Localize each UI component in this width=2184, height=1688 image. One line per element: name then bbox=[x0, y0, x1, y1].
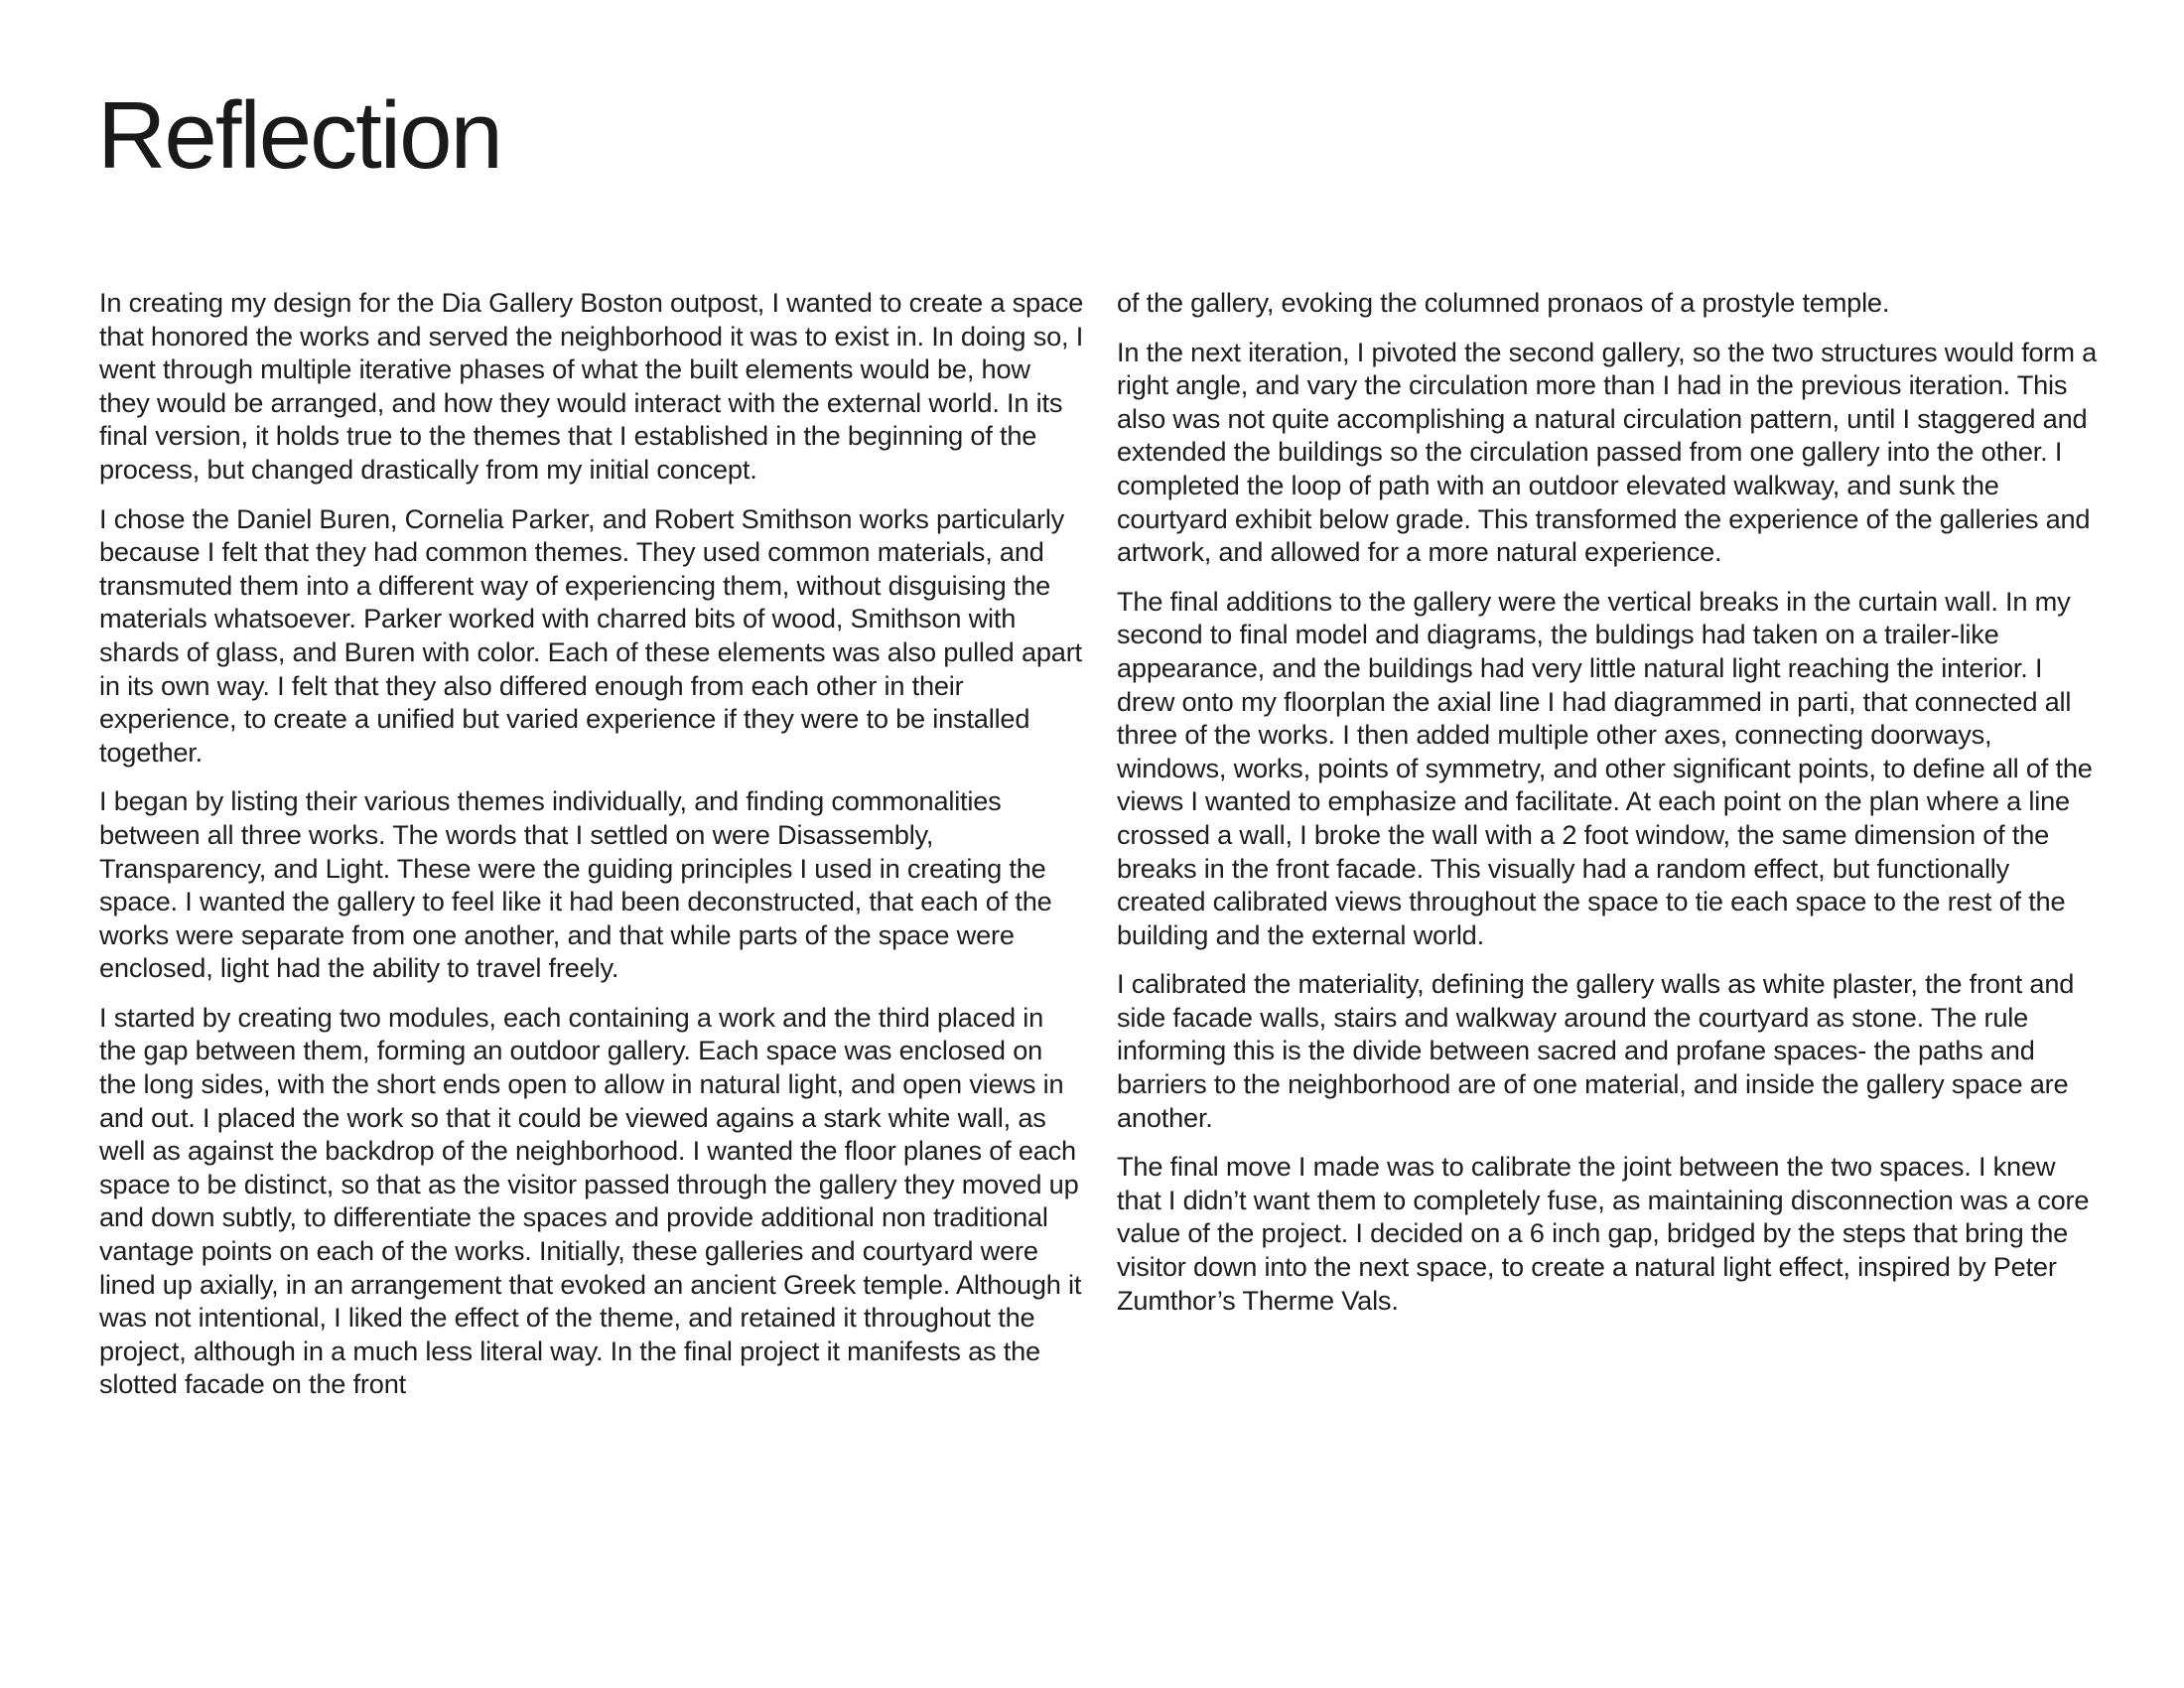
paragraph-modules: I started by creating two modules, each containing a work and the third placed in the gap between them, forming an outdoor gallery. Each space was enclosed on the long sides, with the short ends open to allow in natural light, and open views in and out. I placed the work so that it could be viewed agains a stark white wall, as well as against the backdrop of the neighborhood. I wanted the floor planes of each space to be distinct, so that as the visitor passed through the gallery they moved up and down subtly, to differentiate the spaces and provide additional non traditional vantage points on each of the works. Initially, these galleries and courtyard were lined up axially, in an arrangement that evoked an ancient Greek temple. Although it was not intentional, I liked the effect of the theme, and retained it throughout the project, although in a much less literal way. In the final project it manifests as the slotted facade on the front bbox=[99, 1001, 1082, 1400]
paragraph-themes: I began by listing their various themes individually, and finding commonalities between all three works. The words that I settled on were Disassembly, Transparency, and Light. These were the guiding principles I used in creating the space. I wanted the gallery to feel like it had been deconstructed, that each of the works were separate from one another, and that while parts of the space were enclosed, light had the ability to travel freely. bbox=[99, 785, 1052, 984]
paragraph-next-iteration: In the next iteration, I pivoted the second gallery, so the two structures would form a right angle, and vary the circulation more than I had in the previous iteration. This also was not quite accomplishing a natural circulation pattern, until I staggered and extended the buildings so the circulation passed from one gallery into the other. I completed the loop of path with an outdoor elevated walkway, and sunk the courtyard exhibit below grade. This transformed the experience of the galleries and artwork, and allowed for a more natural experience. bbox=[1117, 336, 2098, 568]
paragraph-design-intent: In creating my design for the Dia Gallery Boston outpost, I wanted to create a space that honored the works and served the neighborhood it was to exist in. In doing so, I went through multiple iterative phases of what the built elements would be, how they would be arranged, and how they would interact with the external world. In its final version, it holds true to the themes that I established in the beginning of the process, but changed drastically from my initial concept. bbox=[99, 287, 1084, 485]
paragraph-continuation: of the gallery, evoking the columned pronaos of a prostyle temple. bbox=[1117, 287, 1890, 318]
paragraph-materiality: I calibrated the materiality, defining the gallery walls as white plaster, the front and side facade walls, stairs and walkway around the courtyard as stone. The rule informing this is the divide between sacred and profane spaces- the paths and barriers to the neighborhood are of one material, and inside the gallery space are another. bbox=[1117, 968, 2075, 1133]
paragraph-joint: The final move I made was to calibrate the joint between the two spaces. I knew that I didn’t want them to completely fuse, as maintaining disconnection was a core value of the project. I decided on a 6 inch gap, bridged by the steps that bring the visitor down into the next space, to create a natural light effect, inspired by Peter Zumthor’s Therme Vals. bbox=[1117, 1151, 2090, 1316]
right-column bbox=[1117, 286, 2105, 1333]
paragraph-vertical-breaks: The final additions to the gallery were the vertical breaks in the curtain wall. In my second to final model and diagrams, the buldings had taken on a trailer-like appearance, and the buildings had very little natural light reaching the interior. I drew onto my floorplan the axial line I had diagrammed in parti, that connected all three of the works. I then added multiple other axes, connecting doorways, windows, works, points of symmetry, and other significant points, to define all of the views I wanted to emphasize and facilitate. At each point on the plan where a line crossed a wall, I broke the wall with a 2 foot window, the same dimension of the breaks in the front facade. This visually had a random effect, but functionally created calibrated views throughout the space to tie each space to the rest of the building and the external world. bbox=[1117, 585, 2093, 950]
paragraph-artist-selection: I chose the Daniel Buren, Cornelia Parker, and Robert Smithson works particularly because I felt that they had common themes. They used common materials, and transmuted them into a different way of experiencing them, without disguising the materials whatsoever. Parker worked with charred bits of wood, Smithson with shards of glass, and Buren with color. Each of these elements was also pulled apart in its own way. I felt that they also differed enough from each other in their experience, to create a unified but varied experience if they were to be installed together. bbox=[99, 502, 1082, 768]
page-title: Reflection bbox=[97, 82, 501, 189]
left-column bbox=[99, 286, 1084, 1417]
